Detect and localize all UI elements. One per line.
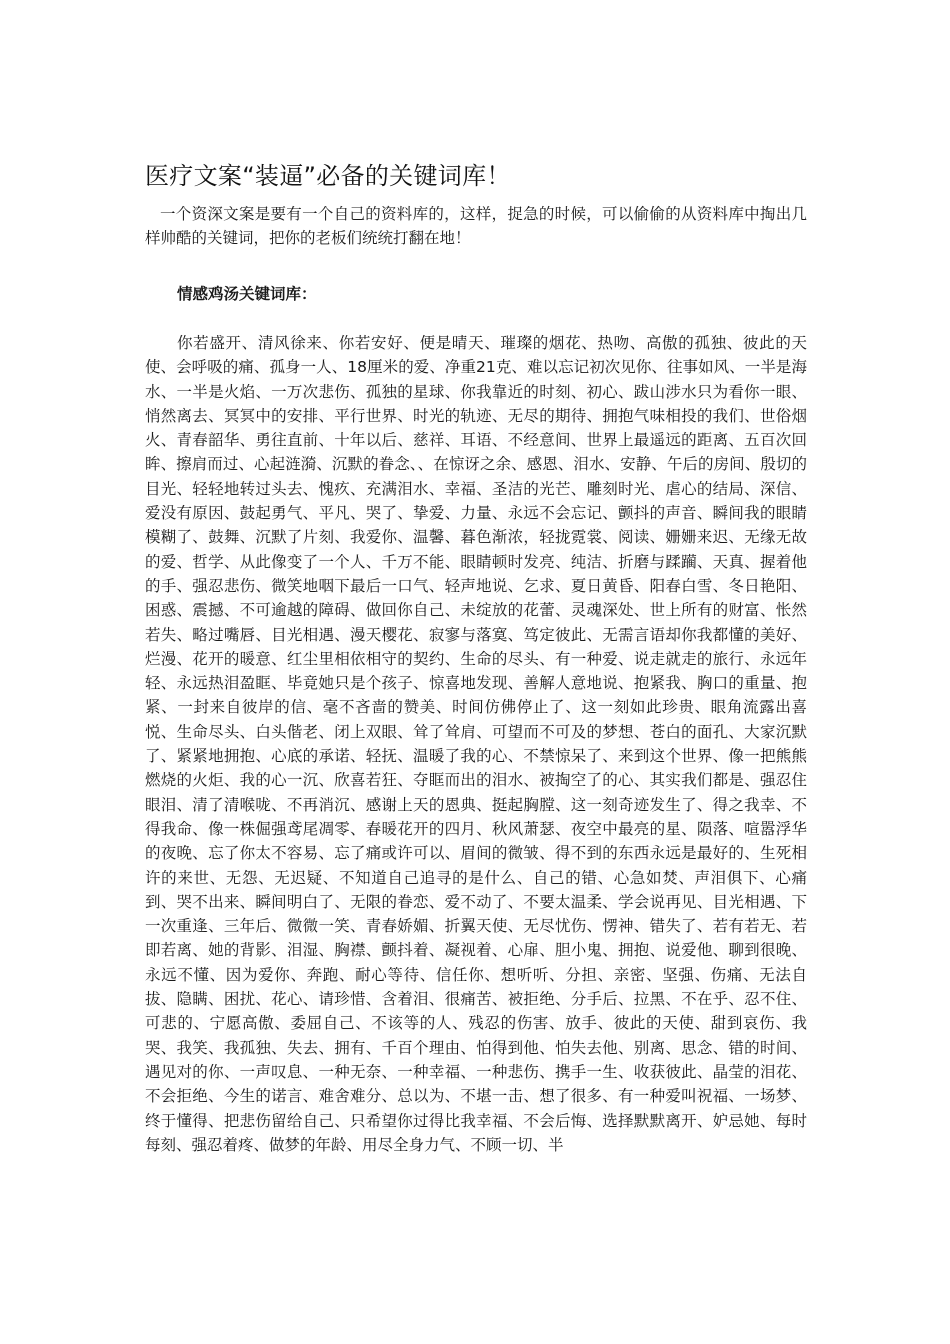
document-content [145, 158, 807, 1157]
document-title: 医疗文案“装逼”必备的关键词库！ [145, 162, 511, 190]
intro-paragraph: 一个资深文案是要有一个自己的资料库的，这样，捉急的时候，可以偷偷的从资料库中掏出几样帅酷的关键词，把你的老板们统统打翻在地！ [145, 205, 807, 247]
keyword-paragraph: 你若盛开、清风徐来、你若安好、便是晴天、璀璨的烟花、热吻、高傲的孤独、彼此的天使、会呼吸的痛、孤身一人、18厘米的爱、净重21克、难以忘记初次见你、往事如风、一半是海水、一半是火焰、一万次悲伤、孤独的星球、你我靠近的时刻、初心、跋山涉水只为看你一眼、悄然离去、冥冥中的安排、平行世界、时光的轨迹、无尽的期待、拥抱气味相投的我们、世俗烟火、青春韶华、勇往直前、十年以后、慈祥、耳语、不经意间、世界上最遥远的距离、五百次回眸、擦肩而过、心起涟漪、沉默的眷念、、在惊讶之余、感恩、泪水、安静、午后的房间、殷切的目光、轻轻地转过头去、愧疚、充满泪水、幸福、圣洁的光芒、雕刻时光、虐心的结局、深信、爱没有原因、鼓起勇气、平凡、哭了、挚爱、力量、永远不会忘记、颤抖的声音、瞬间我的眼睛模糊了、鼓舞、沉默了片刻、我爱你、温馨、暮色渐浓，轻拢霓裳、阅读、姗姗来迟、无缘无故的爱、哲学、从此像变了一个人、千万不能、眼睛顿时发亮、纯洁、折磨与蹂躏、天真、握着他的手、强忍悲伤、微笑地咽下最后一口气、轻声地说、乞求、夏日黄昏、阳春白雪、冬日艳阳、困惑、震撼、不可逾越的障碍、做回你自己、未绽放的花蕾、灵魂深处、世上所有的财富、怅然若失、略过嘴唇、目光相遇、漫天樱花、寂寥与落寞、笃定彼此、无需言语却你我都懂的美好、烂漫、花开的暖意、红尘里相依相守的契约、生命的尽头、有一种爱、说走就走的旅行、永远年轻、永远热泪盈眶、毕竟她只是个孩子、惊喜地发现、善解人意地说、抱紧我、胸口的重量、抱紧、一封来自彼岸的信、毫不吝啬的赞美、时间仿佛停止了、这一刻如此珍贵、眼角流露出喜悦、生命尽头、白头偕老、闭上双眼、耸了耸肩、可望而不可及的梦想、苍白的面孔、大家沉默了、紧紧地拥抱、心底的承诺、轻抚、温暖了我的心、不禁惊呆了、来到这个世界、像一把熊熊燃烧的火炬、我的心一沉、欣喜若狂、夺眶而出的泪水、被掏空了的心、其实我们都是、强忍住眼泪、清了清喉咙、不再消沉、感谢上天的恩典、挺起胸膛、这一刻奇迹发生了、得之我幸、不得我命、像一株倔强鸢尾凋零、春暖花开的四月、秋风萧瑟、夜空中最亮的星、陨落、喧嚣浮华的夜晚、忘了你太不容易、忘了痛或许可以、眉间的微皱、得不到的东西永远是最好的、生死相许的来世、无怨、无迟疑、不知道自己追寻的是什么、自己的错、心急如焚、声泪俱下、心痛到、哭不出来、瞬间明白了、无限的眷恋、爱不动了、不要太温柔、学会说再见、目光相遇、下一次重逢、三年后、微微一笑、青春娇媚、折翼天使、无尽忧伤、愣神、错失了、若有若无、若即若离、她的背影、泪湿、胸襟、颤抖着、凝视着、心扉、胆小鬼、拥抱、说爱他、聊到很晚、永远不懂、因为爱你、奔跑、耐心等待、信任你、想听听、分担、亲密、坚强、伤痛、无法自拔、隐瞒、困扰、花心、请珍惜、含着泪、很痛苦、被拒绝、分手后、拉黑、不在乎、忍不住、可悲的、宁愿高傲、委屈自己、不该等的人、残忍的伤害、放手、彼此的天使、甜到哀伤、我哭、我笑、我孤独、失去、拥有、千百个理由、怕得到他、怕失去他、别离、思念、错的时间、遇见对的你、一声叹息、一种无奈、一种幸福、一种悲伤、携手一生、收获彼此、晶莹的泪花、不会拒绝、今生的诺言、难舍难分、总以为、不堪一击、想了很多、有一种爱叫祝福、一场梦、终于懂得、把悲伤留给自己、只希望你过得比我幸福、不会后悔、选择默默离开、妒忌她、每时每刻、强忍着疼、做梦的年龄、用尽全身力气、不顾一切、半 [145, 334, 807, 1154]
section-heading: 情感鸡汤关键词库： [177, 285, 317, 303]
